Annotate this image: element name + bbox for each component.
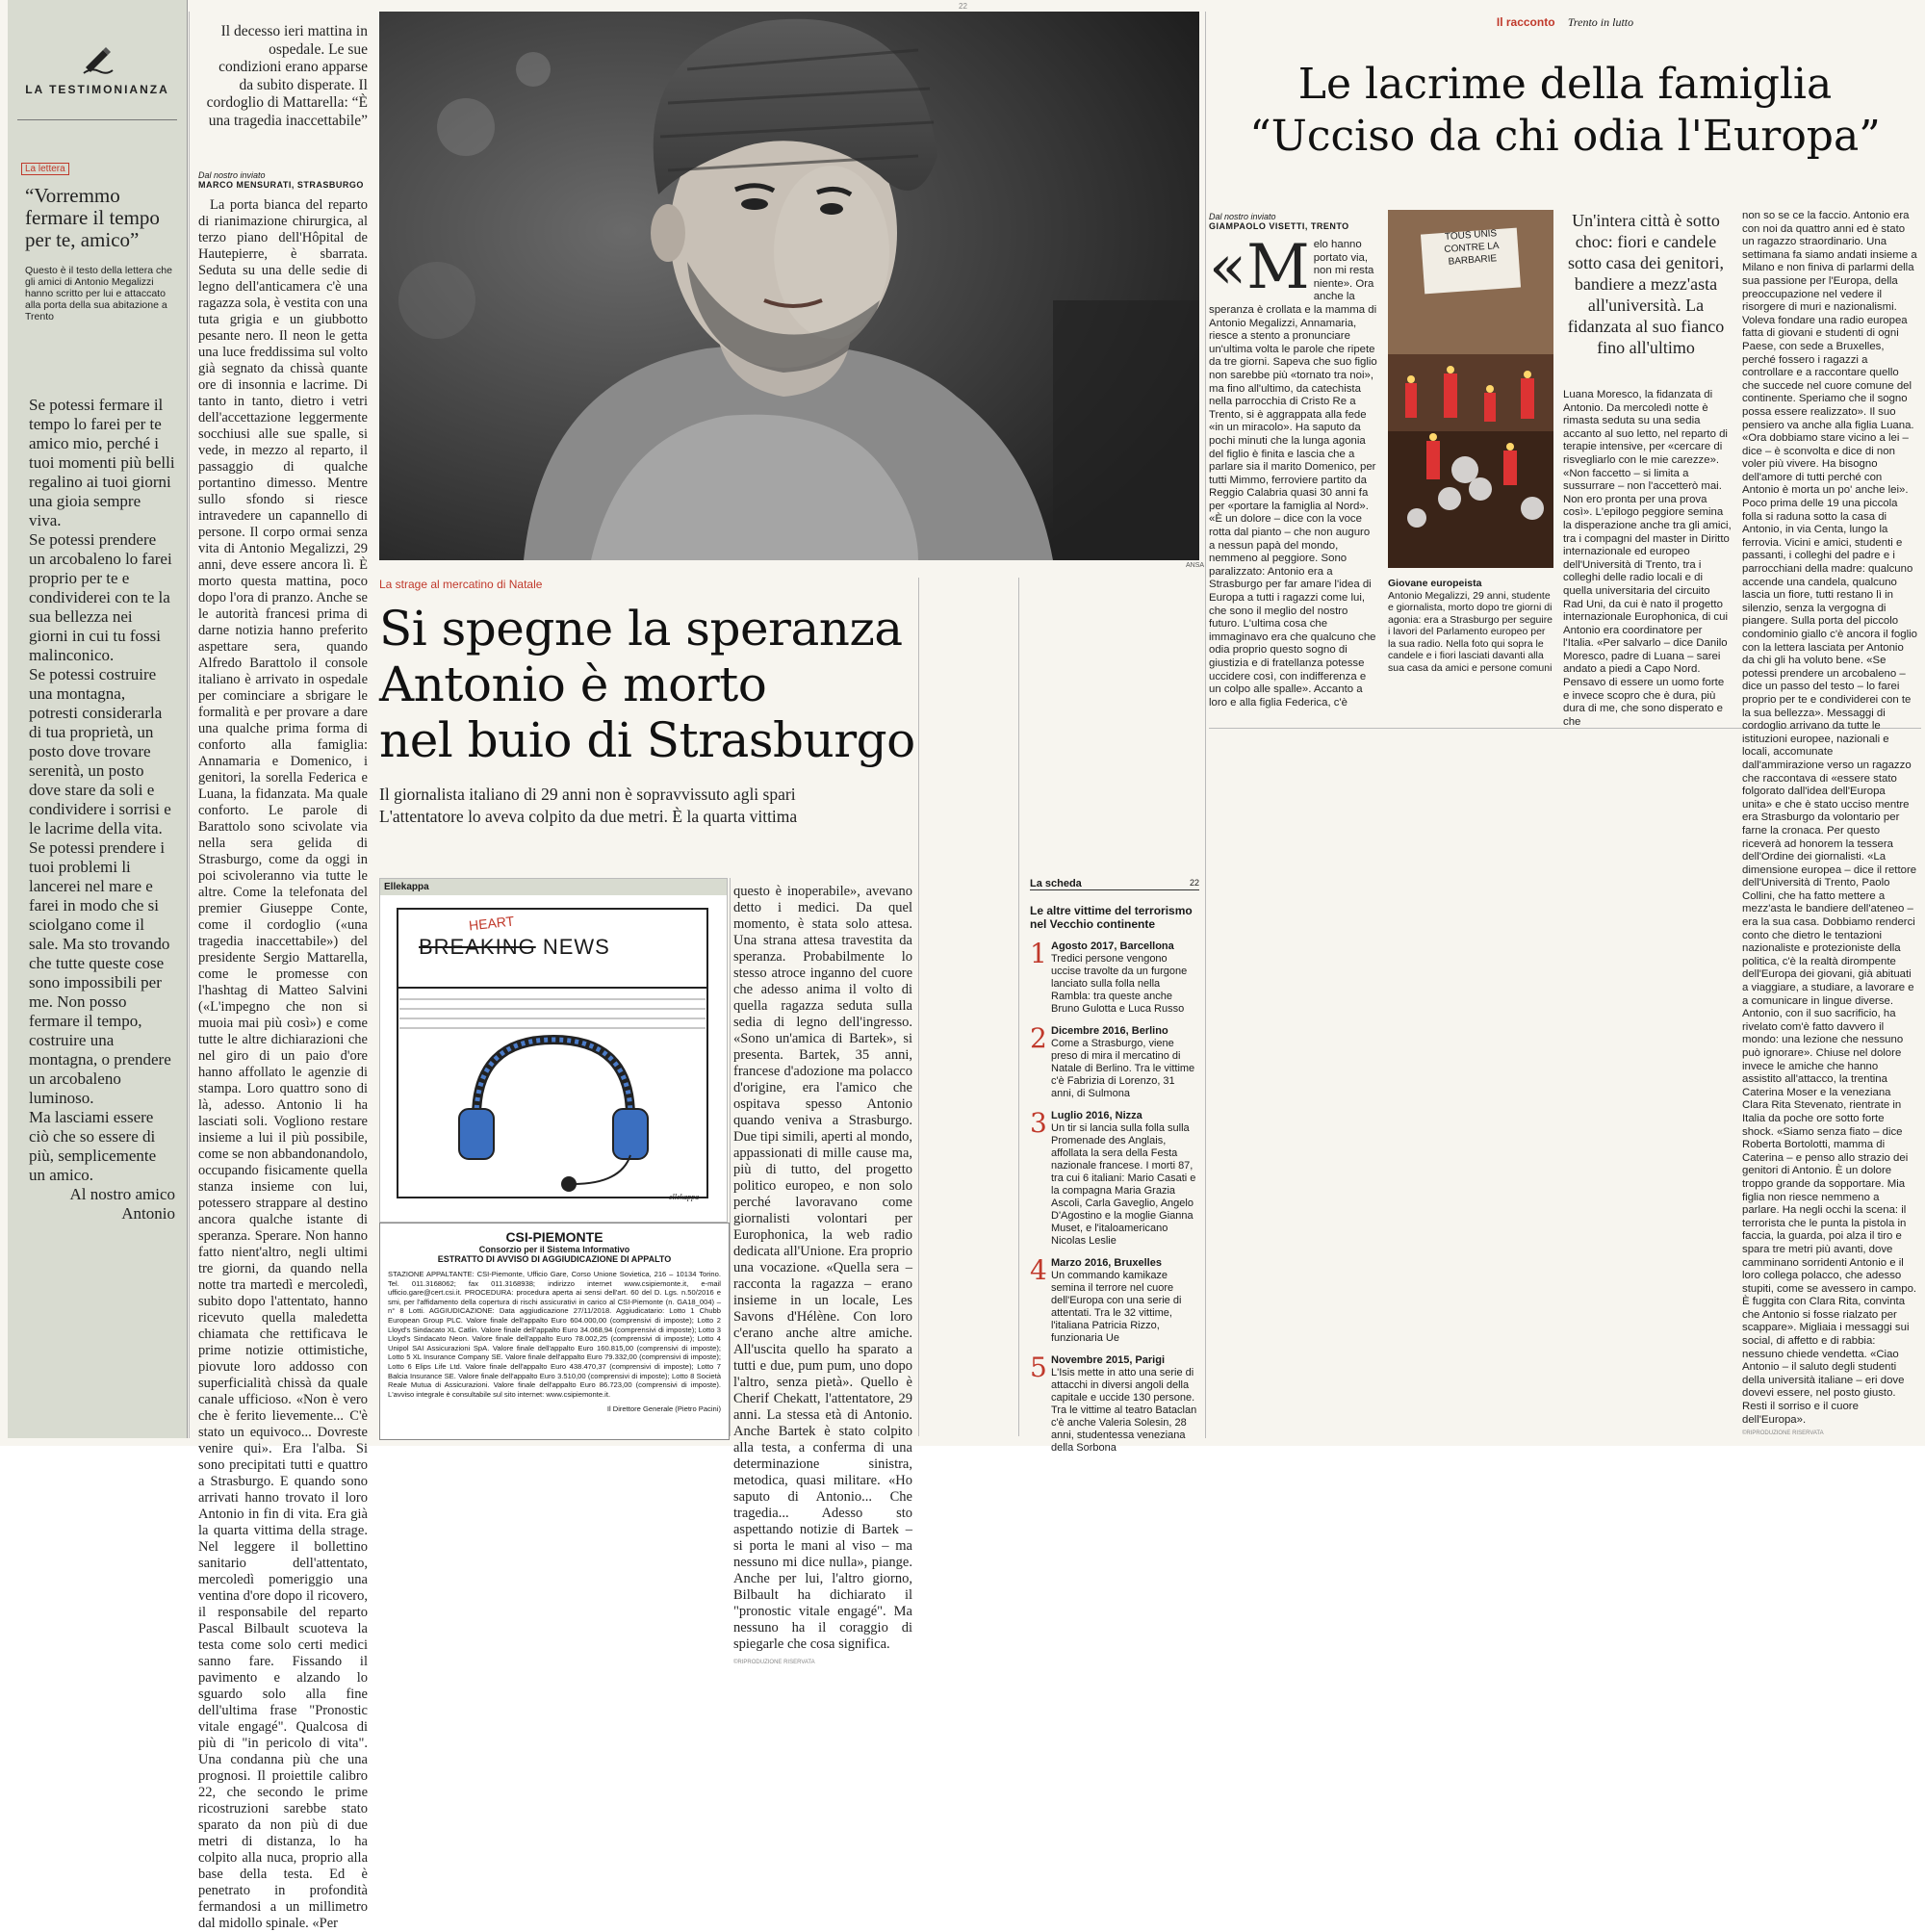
secondary-column-4 <box>1742 210 1917 1438</box>
testimony-quote: “Vorremmo fermare il tempo per te, amico” <box>25 184 160 251</box>
main-headline <box>379 601 918 768</box>
event-item <box>1030 1022 1199 1100</box>
article-paragraph: questo è inoperabile», avevano detto i medici. Da quel momento, è stata solo attesa. Una strana attesa travestita da speranza. Probabilmente lo stesso atroce inganno del cuore che adesso anima il volto di quella ragazza seduta sulla sedia di legno dell'ingresso. «Sono un'amica di Bartek», si presenta. Bartek, 35 anni, francese d'adozione ma polacco d'origine, era l'amico che ospitava spesso Antonio quando veniva a Strasburgo. Due tipi simili, aperti al mondo, appassionati di mille cause ma, più di tutto, del progetto politico europeo, e non solo perché lavoravano come giornalisti volontari per Europhonica, la web radio dedicata all'Unione. Era proprio una vocazione. «Quella sera – racconta la ragazza – erano insieme in un locale, Les Savons d'Hélène. Con loro c'erano anche altre amiche. All'uscita quello ha sparato a tutti e due, pum pum, uno dopo l'altro, senza pietà». Quello è Cherif Chekatt, l'attentatore, 29 anni. La stessa età di Antonio. Anche Bartek è stato colpito alla testa, a conferma di una determinazione sinistra, metodica, quasi militare. «Ho saputo di Antonio... Che tragedia... Adesso sto aspettando notizie di Bartek – si porta le mani al viso – ma nessuno mi dice nulla», piange. Anche per lui, l'altro giorno, Bilbault ha dichiarato il "pronostic vitale engagé". Ma nessuno ha il coraggio di spiegarle che cosa significa. <box>733 884 912 1652</box>
fact-box-title: Le altre vittime del terrorismo nel Vecchio continente <box>1030 904 1193 931</box>
secondary-article-header <box>1209 15 1921 163</box>
secondary-headline-line: “Ucciso da chi odia l'Europa” <box>1249 112 1881 161</box>
event-body <box>1051 1257 1199 1345</box>
event-text: L'Isis mette in atto una serie di attacchi in diversi angoli della capitale e uccide 130 persone. Tra le vittime al teatro Bataclan c'è anche Valeria Solesin, 28 anni, studentessa veneziana della Sorbona <box>1051 1367 1197 1454</box>
event-number: 1 <box>1030 938 1047 969</box>
subheadline-line: Il giornalista italiano di 29 anni non è sopravvissuto agli spari <box>379 785 796 804</box>
secondary-paragraph: non so se ce la faccio. Antonio era con noi da quattro anni ed è stato un ragazzo straordinario. Una settimana fa siamo andati insieme a Milano e non finiva di parlarmi della sua passione per l'Europa, della preoccupazione nel vedere il risorgere di muri e nazionalismi. Voleva fondare una radio europea fatta di giovani e studenti di ogni Paese, con sede a Bruxelles, perché fossero i ragazzi a controllare e a raccontare quello che succede nel cuore comune del continente. Speriamo che il sogno possa essere realizzato». Il suo pensiero va anche alla figlia Luana. «Ora dobbiamo stare vicino a lei – dice – è sconvolta e dice di non voler più vivere. Ha bisogno dell'amore di tutti perché con Antonio è morta un po' anche lei». Poco prima delle 19 una piccola folla si raduna sotto la casa di Antonio, in via Centa, lungo la ferrovia. Vicini e amici, studenti e passanti, i colleghi del padre e i parrocchiani della madre: qualcuno accende una candela, qualcuno lascia un fiore, tutti restano lì in silenzio, senza la vergogna di piangere. Sulla porta del piccolo condominio giallo c'è ancora il foglio con la lettera lasciata per Antonio da chi gli ha voluto bene. «Se potessi prendere un arcobaleno – dice un passo del testo – lo farei proprio per te e condividerei con te la sua bellezza». Messaggi di cordoglio arrivano da tutte le istituzioni europee, nazionali e locali, accomunate dall'ammirazione verso un ragazzo che raccontava di «essere stato folgorato dall'idea dell'Europa unita» e che è stato ucciso mentre era Strasburgo da volontario per farne la cronaca. Per questo riceverà ad honorem la tessera dell'Ordine dei giornalisti. «La dimensione europea – dice il rettore dell'Università di Trento, Paolo Collini, che ha fatto mettere a mezz'asta le bandiere dell'ateneo – era la sua casa. Dobbiamo renderci conto che dietro le tentazioni nazionaliste e protezioniste della politica, c'è la realtà dirompente dell'Europa dei giovani, già abituati a viaggiare, a studiare, a lavorare e a comunicare in lingue diverse. Antonio, con il suo sacrificio, ha rivelato com'è fatto davvero il mondo: una lezione che nessuno può ignorare». Chiuse nel dolore invece le amiche che hanno assistito all'attacco, la trentina Caterina Moser e la veneziana Clara Rita Stevenato, rientrate in Italia da poche ore sotto forte shock. «Siamo senza fiato – dice Roberta Bortolotti, mamma di Caterina – e penso allo strazio dei genitori di Antonio. È un dolore troppo grande da sopportare. Mia figlia non riesce nemmeno a parlare. Ha negli occhi la scena: il terrorista che le punta la pistola in faccia, la guarda, poi alza il tiro e spara tre metri più avanti, dove camminano sorridenti Antonio e il loro collega polacco, che adesso stupiti, come se avessero in campo. È fuggita con Clara Rita, convinta che Antonio si fosse rialzato per scappare». Migliaia i messaggi sui social, di affetto e di rabbia: nessuno chiede vendetta. «Ciao Antonio – il saluto degli studenti della università italiane – eri dove dovevi essere, nel posto giusto. Resti il sorriso e il cuore dell'Europa». <box>1742 210 1917 1426</box>
secondary-lead: elo hanno portato via, non mi resta niente». Ora anche la speranza è crollata e la mamma di Antonio Megalizzi, Annamaria, riesce a stento a pronunciare un'ultima volta le parole che ripete da tre giorni. Sapeva che suo figlio non sarebbe più «tornato tra noi», ma fino all'ultimo, da catechista nella parrocchia di Cristo Re a Trento, si è aggrappata alla fede «in un miracolo». Ha saputo da pochi minuti che la lunga agonia del figlio è finita e lascia che a parlare sia il marito Domenico, per tutti Mimmo, ferroviere partito da Reggio Calabria quasi 30 anni fa per «portare la famiglia al Nord». «È un dolore – dice con la voce rotta dal pianto – che non auguro a nessun papà del mondo, nemmeno al peggiore. Sono paralizzato: Antonio era a Strasburgo per far amare l'idea di Europa a tutti i ragazzi come lui, che sono il meglio del nostro futuro. L'ultima cosa che immaginavo era che qualcuno che odia proprio questo sogno di giustizia e di fratellanza potesse uccidere così, con indifferenza e un colpo alle spalle». Accanto a loro e alla figlia Federica, c'è <box>1209 239 1377 708</box>
byline-pre: Dal nostro inviato <box>1209 212 1276 221</box>
event-text: Tredici persone vengono uccise travolte da un furgone lanciato sulla folla nella Rambla: tra queste anche Bruno Gulotta e Luca Russo <box>1051 953 1188 1015</box>
memorial-sign-line: CONTRE LA <box>1444 241 1500 255</box>
article-column-1 <box>192 0 373 1931</box>
event-text: Un commando kamikaze semina il terrore nel cuore dell'Europa con una serie di attentati. Tra le 32 vittime, l'italiana Patricia Rizzo, funzionaria Ue <box>1051 1270 1182 1344</box>
secondary-tags <box>1209 15 1921 30</box>
byline <box>198 170 368 190</box>
cartoon-text-news: NEWS <box>542 935 610 959</box>
memorial-sign <box>1429 226 1515 270</box>
testimony-intro: Questo è il testo della lettera che gli amici di Antonio Megalizzi hanno scritto per lui e attaccato alla porta della sua abitazione a Trento <box>25 265 172 322</box>
photo-caption-title: Giovane europeista <box>1388 578 1482 589</box>
portrait-photo <box>379 12 1199 560</box>
column-rule <box>1205 12 1206 1438</box>
memorial-photo <box>1388 210 1553 568</box>
section-tag: La strage al mercatino di Natale <box>379 578 543 591</box>
photo-credit: ANSA <box>1186 562 1205 569</box>
cartoon <box>379 878 728 1223</box>
secondary-body <box>1209 232 1378 709</box>
secondary-column-1 <box>1209 212 1378 722</box>
copyright: ©RIPRODUZIONE RISERVATA <box>1742 1430 1824 1437</box>
column-rule <box>1018 578 1019 1436</box>
letter-paragraph: Se potessi prendere un arcobaleno lo farei proprio per te e condividerei con te la sua bellezza nei giorni in cui tu fossi malinconico. <box>29 530 172 664</box>
subheadline <box>379 784 918 828</box>
secondary-paragraph: Luana Moresco, la fidanzata di Antonio. Da mercoledì notte è rimasta seduta su una sedia accanto al suo letto, nel reparto di terapie intensive, per «cercare di risvegliarlo con le mie carezze». «Non faccetto – si limita a sussurrare – non l'accetterò mai. Non ero pronta per una prova così». L'epilogo peggiore semina la disperazione anche tra gli amici, tra i compagni del master in Diritto internazionale ed europeo dell'Università di Trento, tra i colleghi delle radio locali e di quella universitaria del circuito Rad Uni, da cui è nato il progetto internazionale Europhonica, di cui Antonio era coordinatore per l'Italia. «Per salvarlo – dice Danilo Moresco, padre di Luana – sarei andato a piedi a Capo Nord. Pensavo di essere un uomo forte e invece scopro che è dura, più dura di me, che sono disperato e che <box>1563 389 1732 728</box>
event-date: Novembre 2015, Parigi <box>1051 1354 1166 1366</box>
event-item <box>1030 1354 1199 1455</box>
kicker-quote: Il decesso ieri mattina in ospedale. Le sue condizioni erano apparse da subito disperate. Il cordoglio di Mattarella: “È una tragedia inaccettabile” <box>206 23 368 129</box>
byline-author: GIAMPAOLO VISETTI, TRENTO <box>1209 221 1349 231</box>
event-body <box>1051 1110 1199 1248</box>
letter-paragraph: Se potessi prendere i tuoi problemi li lancerei nel mare e farei in modo che si sciolgano come il sale. Ma sto trovando che tutte queste cose sono impossibili per me. Non posso fermare il tempo, costruire una montagna, o prendere un arcobaleno luminoso. <box>29 838 171 1107</box>
letter-paragraph: Ma lasciami essere ciò che so essere di più, semplicemente un amico. <box>29 1108 157 1184</box>
letter-text <box>29 396 175 1224</box>
secondary-column-3 <box>1563 389 1732 735</box>
memorial-sign-line: TOUS UNIS <box>1444 228 1498 243</box>
secondary-headline-line: Le lacrime della famiglia <box>1297 60 1833 109</box>
legal-notice-ad <box>379 1223 730 1440</box>
headline-line: nel buio di Strasburgo <box>379 712 915 768</box>
event-body <box>1051 1354 1199 1455</box>
column-rule <box>189 12 190 1438</box>
column-rule <box>918 578 919 1436</box>
event-number: 5 <box>1030 1352 1047 1383</box>
pull-quote: Un'intera città è sotto choc: fiori e candele sotto casa dei genitori, bandiere a mezz'asta all'università. La fidanzata al suo fianco fino all'ultimo <box>1567 211 1725 357</box>
testimony-column <box>8 0 188 1438</box>
ad-signature: Il Direttore Generale (Pietro Pacini) <box>606 1404 721 1414</box>
secondary-headline <box>1209 59 1921 163</box>
ad-title: CSI-PIEMONTE <box>505 1229 603 1245</box>
event-date: Dicembre 2016, Berlino <box>1051 1025 1168 1037</box>
headline-line: Antonio è morto <box>379 657 767 712</box>
cartoon-text-heart: HEART <box>468 913 515 934</box>
cartoon-author: Ellekappa <box>380 879 727 895</box>
testimony-header <box>8 0 187 96</box>
byline-author: MARCO MENSURATI, STRASBURGO <box>198 180 364 190</box>
event-date: Agosto 2017, Barcellona <box>1051 940 1174 952</box>
event-body <box>1051 940 1199 1016</box>
letter-signature: Al nostro amico <box>69 1185 175 1203</box>
memorial-sign-line: BARBARIE <box>1448 253 1498 268</box>
event-body <box>1051 1025 1199 1100</box>
subheadline-line: L'attentatore lo aveva colpito da due metri. È la quarta vittima <box>379 807 798 826</box>
fact-box-label <box>1030 878 1199 890</box>
event-number: 2 <box>1030 1022 1047 1054</box>
event-date: Luglio 2016, Nizza <box>1051 1110 1142 1121</box>
event-number: 4 <box>1030 1254 1047 1286</box>
cartoon-text-breaking-word: BREAKING <box>419 935 536 959</box>
cartoon-text-breaking <box>419 935 610 960</box>
letter-signature-name: Antonio <box>121 1204 175 1223</box>
byline-pre: Dal nostro inviato <box>198 170 266 180</box>
event-date: Marzo 2016, Bruxelles <box>1051 1257 1162 1269</box>
event-item <box>1030 940 1199 1016</box>
event-text: Come a Strasburgo, viene preso di mira il mercatino di Natale di Berlino. Tra le vittime c'è Fabrizia di Lorenzo, 31 anni, di Sulmona <box>1051 1038 1195 1099</box>
event-item <box>1030 1254 1199 1345</box>
headline-line: Si spegne la speranza <box>379 601 903 657</box>
letter-tag: La lettera <box>21 163 69 175</box>
drop-cap: «M <box>1209 232 1310 303</box>
event-text: Un tir si lancia sulla folla sulla Promenade des Anglais, affollata la sera della Festa nazionale francese. I morti 87, tra cui 6 italiani: Mario Casati e la compagna Maria Grazia Ascoli, Carla Gaveglio, Angelo D'Agostino e la moglie Gianna Muset, e l'italoamericano Nicolas Leslie <box>1051 1122 1196 1247</box>
article-body <box>198 197 368 1932</box>
article-column-continuation <box>733 884 912 1665</box>
main-headline-block <box>379 578 918 828</box>
copyright: ©RIPRODUZIONE RISERVATA <box>733 1660 815 1665</box>
secondary-byline <box>1209 212 1378 231</box>
page-number-top: 22 <box>959 2 967 11</box>
letter-paragraph: Se potessi costruire una montagna, potresti considerarla di tua proprietà, un posto dove trovare serenità, un posto dove stare da soli e condividere i sorrisi e le lacrime della vita. <box>29 665 171 837</box>
event-number: 3 <box>1030 1107 1047 1139</box>
fact-box-label-text: La scheda <box>1030 878 1082 889</box>
fact-box <box>1030 878 1199 1454</box>
column-rule <box>730 878 731 1436</box>
photo-caption-text: Antonio Megalizzi, 29 anni, studente e giornalista, morto dopo tre giorni di agonia: era a Strasburgo per seguire i lavori del Parlamento europeo per la sua radio. Nella foto qui sopra le candele e i fiori lasciati davanti alla sua casa da amici e persone comuni <box>1388 589 1553 674</box>
letter-paragraph: Se potessi fermare il tempo lo farei per te amico mio, perché i tuoi momenti più belli regalino ai tuoi giorni una gioia sempre viva. <box>29 396 175 529</box>
ad-body: STAZIONE APPALTANTE: CSI-Piemonte, Ufficio Gare, Corso Unione Sovietica, 216 – 10134 Torino. Tel. 011.3168062; fax 011.3168938; indirizzo internet www.csipiemonte.it, e-mail ufficio.gare@cert.csi.it. PROCEDURA: procedura aperta ai sensi dell'art. 60 del D. Lgs. n.50/2016 e smi, per l'affidamento della copertura di rischi assicurativi in carico al CSI-Piemonte (n. GA18_004) – n° 8 Lotti. AGGIUDICAZIONE: Data aggiudicazione 27/11/2018. Aggiudicatario: Lotto 1 Chubb European Group PLC. Valore finale dell'appalto Euro 604.000,00 (comprensivi di imposte); Lotto 2 Lloyd's Sindacato XL Catlin. Valore finale dell'appalto Euro 34.068,94 (comprensivi di imposte); Lotto 3 Lloyd's Sindacato Neon. Valore finale dell'appalto Euro 78.002,25 (comprensivi di imposte); Lotto 4 Unipol SAI Assicurazioni SpA. Valore finale dell'appalto Euro 160.815,00 (comprensivi di imposte); Lotto 5 XL Insurance Company SE. Valore finale dell'appalto Euro 79.332,00 (comprensivi di imposte); Lotto 6 Elips Life Ltd. Valore finale dell'appalto Euro 438.470,37 (comprensivi di imposte); Lotto 7 Balcia Insurance SE. Valore finale dell'appalto Euro 3.510,00 (comprensivi di imposte); Lotto 8 Società Reale Mutua di Assicurazioni. Valore finale dell'appalto Euro 86.723,00 (comprensivi di imposte). L'avviso integrale è consultabile sul sito internet: www.csipiemonte.it. <box>388 1270 721 1399</box>
ad-subtitle-2: ESTRATTO DI AVVISO DI AGGIUDICAZIONE DI APPALTO <box>437 1254 672 1264</box>
secondary-tag-italic: Trento in lutto <box>1567 15 1634 29</box>
photo-caption <box>1388 578 1553 674</box>
cartoon-signature: ellekappa <box>669 1193 700 1201</box>
article-paragraph: La porta bianca del reparto di rianimazione chirurgica, al terzo piano dell'Hôpital de Hautepierre, è sbarrata. Seduta su una delle sedie di legno dell'anticamera c'è una ragazza sola, è vestita con una tuta grigia e un giubbotto pesante nero. Il neon le getta una luce freddissima sul volto già segnato da chissà quante ore di insonnia e lacrime. Di tanto in tanto, dietro i vetri dell'accettazione leggermente socchiusi alle sue spalle, si vede, in mezzo al reparto, il passaggio di qualche portantino dimesso. Mentre sullo sfondo si riesce intravedere un capannello di persone. Il corpo ormai senza vita di Antonio Megalizzi, 29 anni, deve essere ancora lì. È morto questa mattina, poco dopo l'ora di pranzo. Anche se le autorità francesi prima di darne notizia hanno preferito aspettare sera, quando Alfredo Barattolo il console italiano è arrivato in ospedale per cominciare a sbrigare le formalità e per provare a dare una qualche prima forma di conforto alla famiglia: Annamaria e Domenico, i genitori, la sorella Federica e Luana, la fidanzata. Ma quale conforto. Le parole di Barattolo sono scivolate via nella sera gelida di Strasburgo, come da oggi in poi scivoleranno via tutte le altre. Come la telefonata del premier Giuseppe Conte, come il cordoglio («una tragedia inaccettabile») del presidente Sergio Mattarella, come le promesse con l'hashtag di Matteo Salvini («L'impegno che non si muoia mai più così») e come tutte le altre dichiarazioni che nel giro di un paio d'ore hanno affollato le agenzie di stampa. Loro quattro sono di là, adesso. Antonio li ha lasciati soli. Vogliono restare insieme a lui il più possibile, come se non abbandonandolo, occupando fisicamente quella stanza insieme con lui, potessero strappare al destino ancora qualche istante di speranza. Sperare. Non hanno fatto nient'altro, negli ultimi tre giorni, da quando nella notte tra martedì e mercoledì, subito dopo l'attentato, hanno ricevuto quella maledetta chiamata che rettificava le prime notizie ottimistiche, piovute loro addosso con superficialità chissà da quale canale ufficioso. «Non è vero che è ferito lievemente... C'è stato un equivoco... Dovreste venire qui». Era l'alba. Si sono precipitati tutti e quattro a Strasburgo. E quando sono arrivati hanno trovato il loro Antonio in fin di vita. Era già la quarta vittima della strage. Nel leggere il bollettino sanitario dell'attentato, mercoledì pomeriggio una ventina d'ore dopo il ricovero, il responsabile del reparto Pascal Bilbault scuoteva la testa come solo certi medici sanno fare. Fissando il pavimento e alzando lo sguardo solo alla fine dell'ultima frase "Pronostic vitale engagé". Qualcosa di più di "in pericolo di vita". Una condanna più che una prognosi. Il proiettile calibro 22, che secondo le prime ricostruzioni sarebbe stato sparato da non più di due metri di distanza, lo ha colpito alla nuca, proprio alla base della testa. Ed è penetrato in profondità fermandosi a un millimetro dal midollo spinale. «Per <box>198 197 368 1931</box>
section-label: LA TESTIMONIANZA <box>25 83 169 96</box>
portrait-illustration <box>379 12 1199 560</box>
fact-box-page: 22 <box>1189 878 1199 888</box>
pen-writing-icon <box>78 39 116 77</box>
divider <box>17 119 177 120</box>
event-item <box>1030 1107 1199 1248</box>
ad-subtitle: Consorzio per il Sistema Informativo <box>478 1245 630 1254</box>
secondary-tag: Il racconto <box>1496 15 1555 29</box>
